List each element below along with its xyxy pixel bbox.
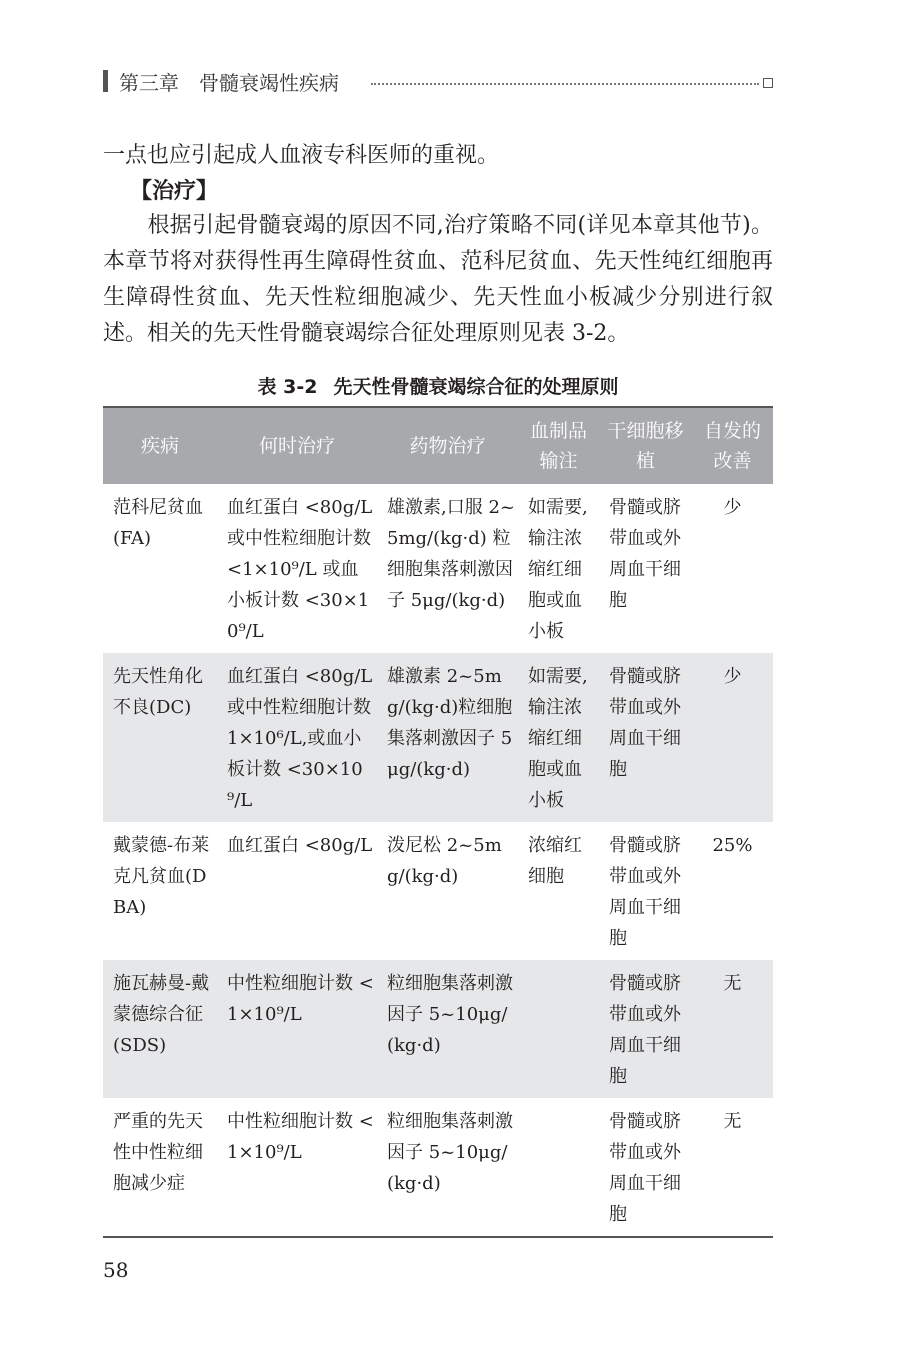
cell-drug: 粒细胞集落刺激因子 5~10μg/(kg·d) [377, 960, 518, 1098]
col-header-stemcell: 干细胞移植 [599, 407, 692, 484]
cell-disease: 范科尼贫血(FA) [113, 497, 203, 549]
paragraph-treatment: 根据引起骨髓衰竭的原因不同,治疗策略不同(详见本章其他节)。本章节将对获得性再生障碍性贫血、范科尼贫血、先天性纯红细胞再生障碍性贫血、先天性粒细胞减少、先天性血小板减少分别进行叙述。相关的先天性骨髓衰竭综合征处理原则见表 3-2。 [103, 213, 773, 346]
cell-stemcell: 骨髓或脐带血或外周血干细胞 [609, 1111, 681, 1225]
table-row [103, 1098, 773, 1237]
cell-stemcell: 骨髓或脐带血或外周血干细胞 [599, 653, 692, 822]
col-header-drug: 药物治疗 [377, 407, 518, 484]
cell-when: 血红蛋白 <80g/L 或中性粒细胞计数 <1×10⁹/L 或血小板计数 <30×10⁹/L [227, 497, 373, 642]
cell-when: 血红蛋白 <80g/L 或中性粒细胞计数 1×10⁶/L,或血小板计数 <30×10⁹/L [217, 653, 377, 822]
table-number: 表 3-2 [257, 376, 318, 398]
cell-spontaneous: 无 [692, 960, 773, 1098]
col-header-spontaneous: 自发的改善 [692, 407, 773, 484]
cell-blood: 浓缩红细胞 [528, 835, 582, 887]
cell-stemcell: 骨髓或脐带血或外周血干细胞 [609, 497, 681, 611]
cell-drug: 雄激素 2~5mg/(kg·d)粒细胞集落刺激因子 5μg/(kg·d) [377, 653, 518, 822]
cell-drug: 泼尼松 2~5mg/(kg·d) [387, 835, 502, 887]
running-header [103, 66, 773, 98]
cell-disease: 戴蒙德-布莱克凡贫血(DBA) [113, 835, 210, 918]
table-row [103, 822, 773, 960]
table-row [103, 484, 773, 653]
cell-blood [518, 1098, 599, 1237]
cell-blood: 如需要,输注浓缩红细胞或血小板 [528, 497, 588, 642]
header-bar [103, 70, 108, 92]
col-header-when: 何时治疗 [217, 407, 377, 484]
header-dotted-rule [371, 83, 759, 85]
section-title-treatment: 【治疗】 [130, 179, 219, 204]
cell-spontaneous: 少 [723, 497, 742, 518]
col-header-blood: 血制品输注 [518, 407, 599, 484]
cell-disease: 施瓦赫曼-戴蒙德综合征(SDS) [103, 960, 217, 1098]
cell-when: 血红蛋白 <80g/L [227, 835, 373, 856]
header-end-marker [763, 78, 773, 88]
cell-blood: 如需要,输注浓缩红细胞或血小板 [518, 653, 599, 822]
cell-stemcell: 骨髓或脐带血或外周血干细胞 [599, 960, 692, 1098]
cell-spontaneous: 少 [692, 653, 773, 822]
paragraph-continuation: 一点也应引起成人血液专科医师的重视。 [103, 143, 500, 168]
cell-disease: 先天性角化不良(DC) [103, 653, 217, 822]
cell-when: 中性粒细胞计数 <1×10⁹/L [227, 1111, 374, 1163]
page-number: 58 [103, 1258, 129, 1282]
col-header-disease: 疾病 [103, 407, 217, 484]
table-caption [103, 372, 773, 399]
cell-blood [518, 960, 599, 1098]
treatment-table [103, 406, 773, 1238]
cell-stemcell: 骨髓或脐带血或外周血干细胞 [609, 835, 681, 949]
cell-drug: 雄激素,口服 2~5mg/(kg·d) 粒细胞集落刺激因子 5μg/(kg·d) [387, 497, 515, 611]
table-row [103, 960, 773, 1098]
cell-spontaneous: 25% [712, 835, 753, 856]
cell-spontaneous: 无 [723, 1111, 742, 1132]
cell-when: 中性粒细胞计数 <1×10⁹/L [217, 960, 377, 1098]
cell-disease: 严重的先天性中性粒细胞减少症 [113, 1111, 203, 1194]
chapter-title: 第三章 骨髓衰竭性疾病 [119, 71, 339, 95]
cell-drug: 粒细胞集落刺激因子 5~10μg/(kg·d) [387, 1111, 513, 1194]
table-row [103, 653, 773, 822]
table-header-row [103, 407, 773, 484]
table-caption-title: 先天性骨髓衰竭综合征的处理原则 [333, 376, 619, 398]
